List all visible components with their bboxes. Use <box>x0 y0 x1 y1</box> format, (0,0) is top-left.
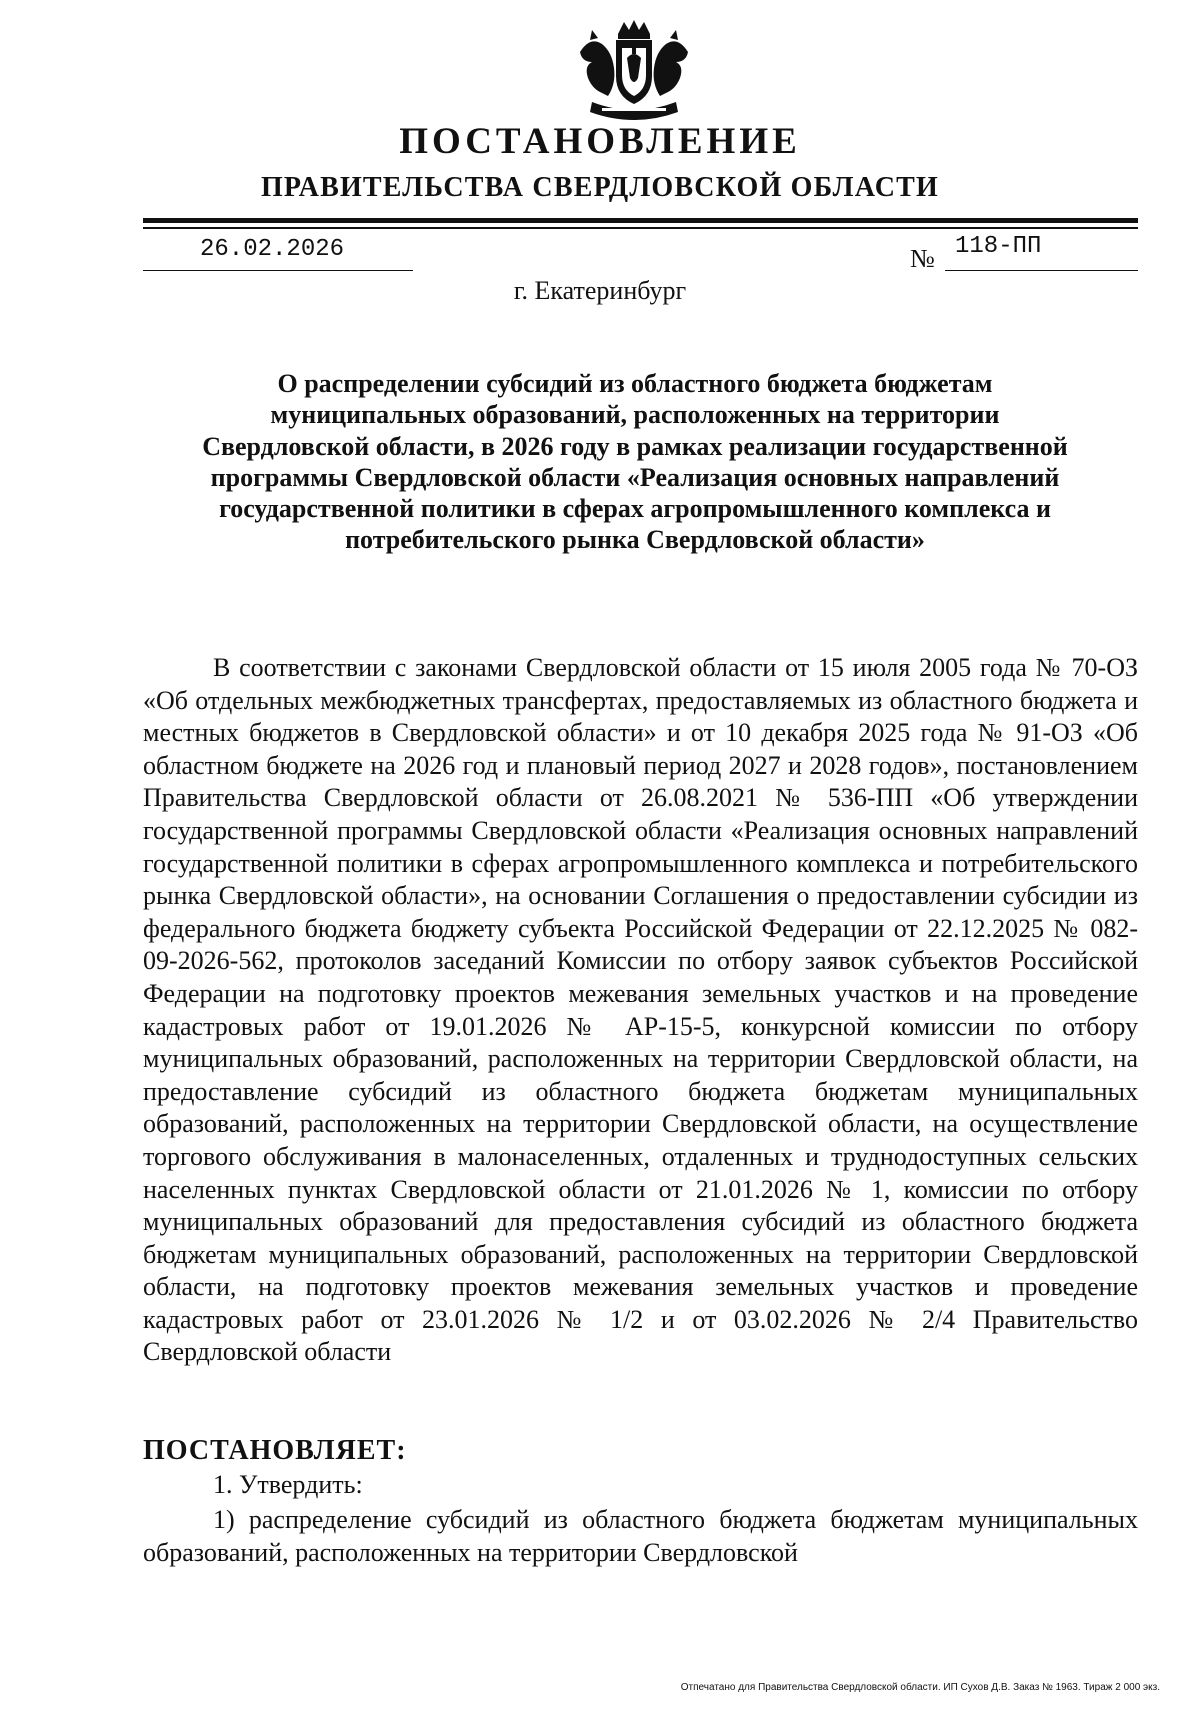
header-divider-thick <box>143 218 1138 223</box>
item-1: 1. Утвердить: <box>213 1470 363 1499</box>
item-1-1: 1) распределение субсидий из областного бюджета бюджетам муниципальных образований, расположенных на территории Свердловской <box>143 1505 1138 1567</box>
document-date: 26.02.2026 <box>200 236 345 263</box>
document-subject: О распределении субсидий из областного бюджета бюджетам муниципальных образований, расположенных на территории Свердловской области, в 2026 году в рамках реализации государственной программы Свердловской области «Реализация основных направлений государственной политики в сферах агропромышленного комплекса и потребительского рынка Свердловской области» <box>202 369 1068 555</box>
number-sign: № <box>910 244 935 273</box>
city: г. Екатеринбург <box>513 276 687 305</box>
item-1-1-block <box>143 1503 1138 1569</box>
print-imprint: Отпечатано для Правительства Свердловской области. ИП Сухов Д.В. Заказ № 1963. Тираж 2 000 экз. <box>680 1682 1160 1693</box>
header-divider-thin <box>143 227 1138 229</box>
document-type-title: ПОСТАНОВЛЕНИЕ <box>399 121 801 162</box>
resolves-heading: ПОСТАНОВЛЯЕТ: <box>143 1435 407 1466</box>
coat-of-arms-icon <box>572 18 696 124</box>
preamble-block <box>143 652 1138 1369</box>
number-underline <box>945 270 1138 271</box>
issuing-authority: ПРАВИТЕЛЬСТВА СВЕРДЛОВСКОЙ ОБЛАСТИ <box>260 172 940 203</box>
document-number: 118-ПП <box>955 233 1042 260</box>
date-underline <box>143 270 413 271</box>
preamble-paragraph: В соответствии с законами Свердловской области от 15 июля 2005 года № 70-ОЗ «Об отдельных межбюджетных трансфертах, предоставляемых из областного бюджета и местных бюджетов в Свердловской области» и от 10 декабря 2025 года № 91-ОЗ «Об областном бюджете на 2026 год и плановый период 2027 и 2028 годов», постановлением Правительства Свердловской области от 26.08.2021 № 536-ПП «Об утверждении государственной программы Свердловской области «Реализация основных направлений государственной политики в сферах агропромышленного комплекса и потребительского рынка Свердловской области», на основании Соглашения о предоставлении субсидии из федерального бюджета бюджету субъекта Российской Федерации от 22.12.2025 № 082-09-2026-562, протоколов заседаний Комиссии по отбору заявок субъектов Российской Федерации на подготовку проектов межевания земельных участков и на проведение кадастровых работ от 19.01.2026 № АР-15-5, конкурсной комиссии по отбору муниципальных образований, расположенных на территории Свердловской области, на предоставление субсидий из областного бюджета бюджетам муниципальных образований, расположенных на территории Свердловской области, на осуществление торгового обслуживания в малонаселенных, отдаленных и труднодоступных сельских населенных пунктах Свердловской области от 21.01.2026 № 1, комиссии по отбору муниципальных образований для предоставления субсидий из областного бюджета бюджетам муниципальных образований, расположенных на территории Свердловской области, на подготовку проектов межевания земельных участков и проведение кадастровых работ от 23.01.2026 № 1/2 и от 03.02.2026 № 2/4 Правительство Свердловской области <box>143 653 1138 1367</box>
